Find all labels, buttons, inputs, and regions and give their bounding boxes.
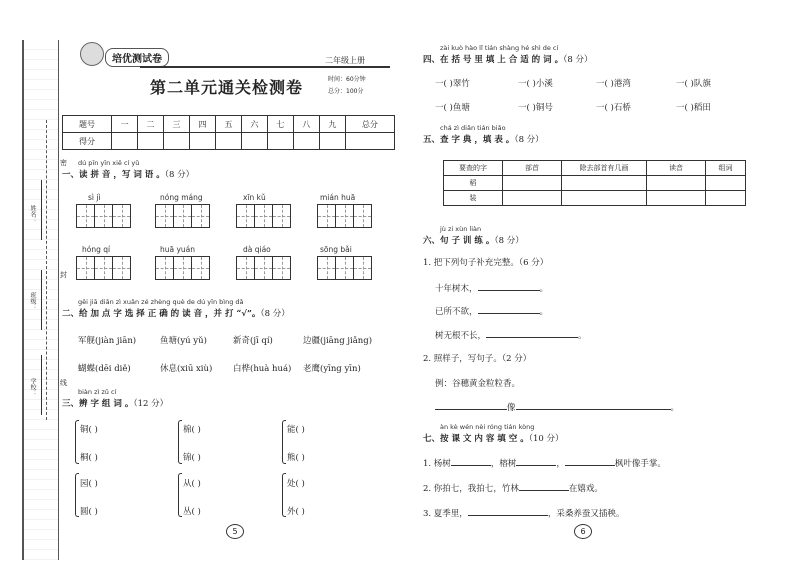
grade-label: 二年级上册: [325, 56, 365, 65]
s6-blank-a[interactable]: [478, 281, 540, 291]
page-number-left: 5: [226, 524, 244, 539]
s7-line-1: [423, 456, 666, 469]
s4-item[interactable]: 一( )队旗: [676, 79, 711, 89]
s2-item[interactable]: 休息(xiū xiù): [160, 364, 213, 374]
score-cell[interactable]: [112, 133, 138, 150]
s6-sentence-c-text: 树无根不长，: [435, 331, 487, 341]
score-header: 总分: [345, 116, 394, 133]
s3-item[interactable]: 从( ): [183, 479, 201, 489]
s6-imitate: [435, 400, 679, 413]
s6-q2-text: 2. 照样子，写句子。: [423, 354, 502, 364]
s6-example: 例：谷穗黄金粒粒香。: [435, 379, 521, 389]
s7-points: （10 分）: [528, 434, 564, 444]
s6-q1-text: 1. 把下列句子补充完整。: [423, 258, 519, 268]
s2-heading-text: 二、给 加 点 字 选 择 正 确 的 读 音 ，并 打 “√”。: [62, 309, 261, 319]
s1-word-pinyin: hóng qí: [82, 245, 111, 254]
s3-points: （12 分）: [133, 399, 169, 409]
dict-header: 除去部首有几画: [562, 161, 647, 176]
s1-writing-grid[interactable]: [155, 204, 210, 228]
s1-word-pinyin: nóng máng: [160, 193, 203, 202]
dict-header: 要查的字: [444, 161, 503, 176]
s1-word-pinyin: huā yuán: [160, 245, 196, 254]
s7-blank[interactable]: [468, 506, 548, 516]
name-field[interactable]: [41, 180, 42, 240]
s3-brace: [75, 473, 79, 517]
s2-item[interactable]: 军舰(jiàn jiān): [78, 336, 137, 346]
score-header: 题号: [63, 116, 112, 133]
s1-writing-grid[interactable]: [76, 256, 131, 280]
s6-sentence-a: [435, 281, 548, 294]
dict-cell[interactable]: [562, 191, 647, 206]
s1-writing-grid[interactable]: [236, 204, 291, 228]
score-cell[interactable]: [267, 133, 293, 150]
score-cell[interactable]: [293, 133, 319, 150]
s1-writing-grid[interactable]: [236, 256, 291, 280]
s6-period: 。: [578, 331, 587, 341]
s6-blank-b[interactable]: [478, 304, 540, 314]
s3-item[interactable]: 能( ): [287, 425, 305, 435]
s7-line-3: [423, 506, 624, 519]
s4-heading: [423, 53, 592, 65]
s7-heading: [423, 432, 564, 444]
s1-writing-grid[interactable]: [76, 204, 131, 228]
s4-item[interactable]: 一( )港湾: [596, 79, 631, 89]
s1-heading-text: 一、读 拼 音 ，写 词 语 。: [62, 170, 165, 180]
s1-word-pinyin: sōng bǎi: [320, 245, 352, 254]
s6-blank-c[interactable]: [486, 328, 578, 338]
s1-writing-grid[interactable]: [317, 256, 372, 280]
s3-item[interactable]: 棉( ): [183, 425, 201, 435]
s3-item[interactable]: 园( ): [80, 479, 98, 489]
s3-heading-text: 三、辨 字 组 词 。: [62, 399, 134, 409]
dict-cell[interactable]: [706, 191, 746, 206]
s1-pinyin: dú pīn yīn xiě cí yǔ: [78, 159, 140, 167]
s6-q2: [423, 352, 531, 364]
school-field[interactable]: [41, 355, 42, 415]
s6-q2-points: （2 分）: [501, 354, 532, 364]
s6-sentence-b: [435, 304, 548, 317]
score-row-label: 得分: [63, 133, 112, 150]
total-label: 总分：100分: [328, 88, 364, 95]
s4-heading-text: 四、在 括 号 里 填 上 合 适 的 词 。: [423, 55, 564, 65]
s6-points: （8 分）: [494, 236, 524, 246]
s5-heading-text: 五、查 字 典 ，填 表 。: [423, 135, 515, 145]
s6-sentence-b-text: 已所不欲，: [435, 307, 478, 317]
s1-writing-grid[interactable]: [155, 256, 210, 280]
s7-l2b: 在嬉戏。: [568, 484, 603, 494]
score-cell[interactable]: [241, 133, 267, 150]
s6-blank-d[interactable]: [435, 400, 507, 410]
s3-item[interactable]: 铜( ): [80, 425, 98, 435]
score-cell[interactable]: [345, 133, 394, 150]
s2-item[interactable]: 边疆(jiāng jiǎng): [303, 336, 373, 346]
s4-points: （8 分）: [563, 55, 593, 65]
s7-blank[interactable]: [565, 456, 615, 466]
s3-item[interactable]: 丛( ): [183, 507, 201, 517]
s2-item[interactable]: 老鹰(yīng yīn): [303, 364, 361, 374]
s6-q1: [423, 256, 548, 268]
s7-l3a: 3. 夏季里，: [423, 509, 468, 519]
s3-brace: [178, 420, 182, 464]
page-title: 第二单元通关检测卷: [150, 78, 304, 97]
s7-l1c: ，: [556, 459, 565, 469]
s4-item[interactable]: 一( )鱼塘: [435, 103, 470, 113]
s7-blank[interactable]: [516, 456, 556, 466]
dict-cell[interactable]: [503, 191, 562, 206]
s2-heading: [62, 307, 290, 319]
s7-l1d: 枫叶像手掌。: [614, 459, 666, 469]
score-cell[interactable]: [189, 133, 215, 150]
score-cell[interactable]: [319, 133, 345, 150]
score-header: 四: [189, 116, 215, 133]
header-rule: [140, 66, 390, 68]
s5-pinyin: chá zì diǎn tián biǎo: [440, 124, 506, 132]
dict-cell[interactable]: [562, 176, 647, 191]
s6-blank-e[interactable]: [516, 400, 671, 410]
s3-item[interactable]: 锦( ): [183, 453, 201, 463]
s4-item[interactable]: 一( )翠竹: [435, 79, 470, 89]
s5-points: （8 分）: [514, 135, 544, 145]
s2-pinyin: gěi jiā diǎn zì xuǎn zé zhèng què de dú yīn bìng dǎ: [78, 298, 244, 306]
dict-char: 装: [444, 191, 503, 206]
score-cell[interactable]: [164, 133, 190, 150]
binding-seal-2: 封: [60, 271, 67, 279]
s4-item[interactable]: 一( )稻田: [676, 103, 711, 113]
dict-char: 稻: [444, 176, 503, 191]
dict-cell[interactable]: [503, 176, 562, 191]
s3-brace: [75, 420, 79, 464]
s4-item[interactable]: 一( )小溪: [518, 79, 553, 89]
s1-word-pinyin: sì jì: [88, 193, 101, 202]
class-field-label: 班级：: [29, 292, 36, 310]
page-number-right: 6: [574, 524, 592, 539]
score-header: 八: [293, 116, 319, 133]
s1-writing-grid[interactable]: [317, 204, 372, 228]
s3-item[interactable]: 圆( ): [80, 507, 98, 517]
s1-points: （8 分）: [164, 170, 195, 180]
score-header: 一: [112, 116, 138, 133]
dict-cell[interactable]: [647, 176, 706, 191]
s7-blank[interactable]: [451, 456, 491, 466]
s4-item[interactable]: 一( )石桥: [596, 103, 631, 113]
s1-word-pinyin: mián huā: [320, 193, 356, 202]
logo-mascot-icon: [80, 42, 104, 66]
s6-heading-text: 六、句 子 训 练 。: [423, 236, 495, 246]
s7-l3b: ，采桑养蚕又插秧。: [547, 509, 625, 519]
s7-l2a: 2. 你拍七，我拍七，竹林: [423, 484, 519, 494]
s3-brace: [282, 473, 286, 517]
dict-header: 组词: [706, 161, 746, 176]
s4-item[interactable]: 一( )铜号: [518, 103, 553, 113]
binding-seal-3: 线: [60, 379, 67, 387]
dict-cell[interactable]: [706, 176, 746, 191]
s2-item[interactable]: 鱼塘(yú yǔ): [160, 336, 207, 346]
s2-points: （8 分）: [260, 309, 290, 319]
score-header: 三: [164, 116, 190, 133]
s1-heading: [62, 168, 194, 180]
score-header: 二: [138, 116, 164, 133]
class-field[interactable]: [41, 270, 42, 330]
logo-text: 培优测试卷: [105, 48, 169, 67]
name-field-label: 姓名：: [29, 205, 36, 223]
binding-line: [46, 120, 47, 420]
score-cell[interactable]: [215, 133, 241, 150]
s7-heading-text: 七、按 课 文 内 容 填 空 。: [423, 434, 529, 444]
s6-xiang: 像: [507, 403, 516, 413]
s4-pinyin: zài kuò hào lǐ tián shàng hé shì de cí: [440, 44, 559, 52]
score-cell[interactable]: [138, 133, 164, 150]
s3-item[interactable]: 桐( ): [80, 453, 98, 463]
s2-item[interactable]: 蝴蝶(dēi diě): [78, 364, 131, 374]
s7-pinyin: àn kè wén nèi róng tián kòng: [440, 423, 535, 431]
s2-item[interactable]: 白桦(huà huá): [233, 364, 292, 374]
s6-pinyin: jù zi xùn liàn: [440, 225, 482, 233]
s3-pinyin: biàn zì zǔ cí: [78, 388, 117, 396]
s3-brace: [178, 473, 182, 517]
s3-item[interactable]: 处( ): [287, 479, 305, 489]
dict-header: 读音: [647, 161, 706, 176]
dict-header: 部首: [503, 161, 562, 176]
s3-item[interactable]: 外( ): [287, 507, 305, 517]
dictionary-table: [443, 160, 746, 206]
s6-sentence-c: [435, 328, 587, 341]
score-header: 七: [267, 116, 293, 133]
s6-period: 。: [670, 403, 680, 413]
score-header: 九: [319, 116, 345, 133]
s6-period: 。: [539, 284, 549, 294]
score-table: [62, 115, 395, 150]
s7-blank[interactable]: [519, 481, 569, 491]
s6-heading: [423, 234, 524, 246]
s6-q1-points: （6 分）: [518, 258, 549, 268]
school-field-label: 学校：: [29, 378, 36, 396]
s6-period: 。: [539, 307, 549, 317]
s5-heading: [423, 133, 544, 145]
dict-cell[interactable]: [647, 191, 706, 206]
s3-brace: [282, 420, 286, 464]
score-header: 五: [215, 116, 241, 133]
s6-sentence-a-text: 十年树木，: [435, 284, 478, 294]
s2-item[interactable]: 新奇(jī qí): [233, 336, 273, 346]
s7-l1a: 1. 杨树: [423, 459, 451, 469]
s1-word-pinyin: xīn kǔ: [243, 193, 266, 202]
score-header: 六: [241, 116, 267, 133]
s3-item[interactable]: 熊( ): [287, 453, 305, 463]
s1-word-pinyin: dà qiáo: [243, 245, 271, 254]
s7-l1b: ，榕树: [490, 459, 517, 469]
s7-line-2: [423, 481, 603, 494]
binding-seal-1: 密: [60, 159, 67, 167]
s3-heading: [62, 397, 168, 409]
time-label: 时间：60分钟: [328, 76, 366, 83]
